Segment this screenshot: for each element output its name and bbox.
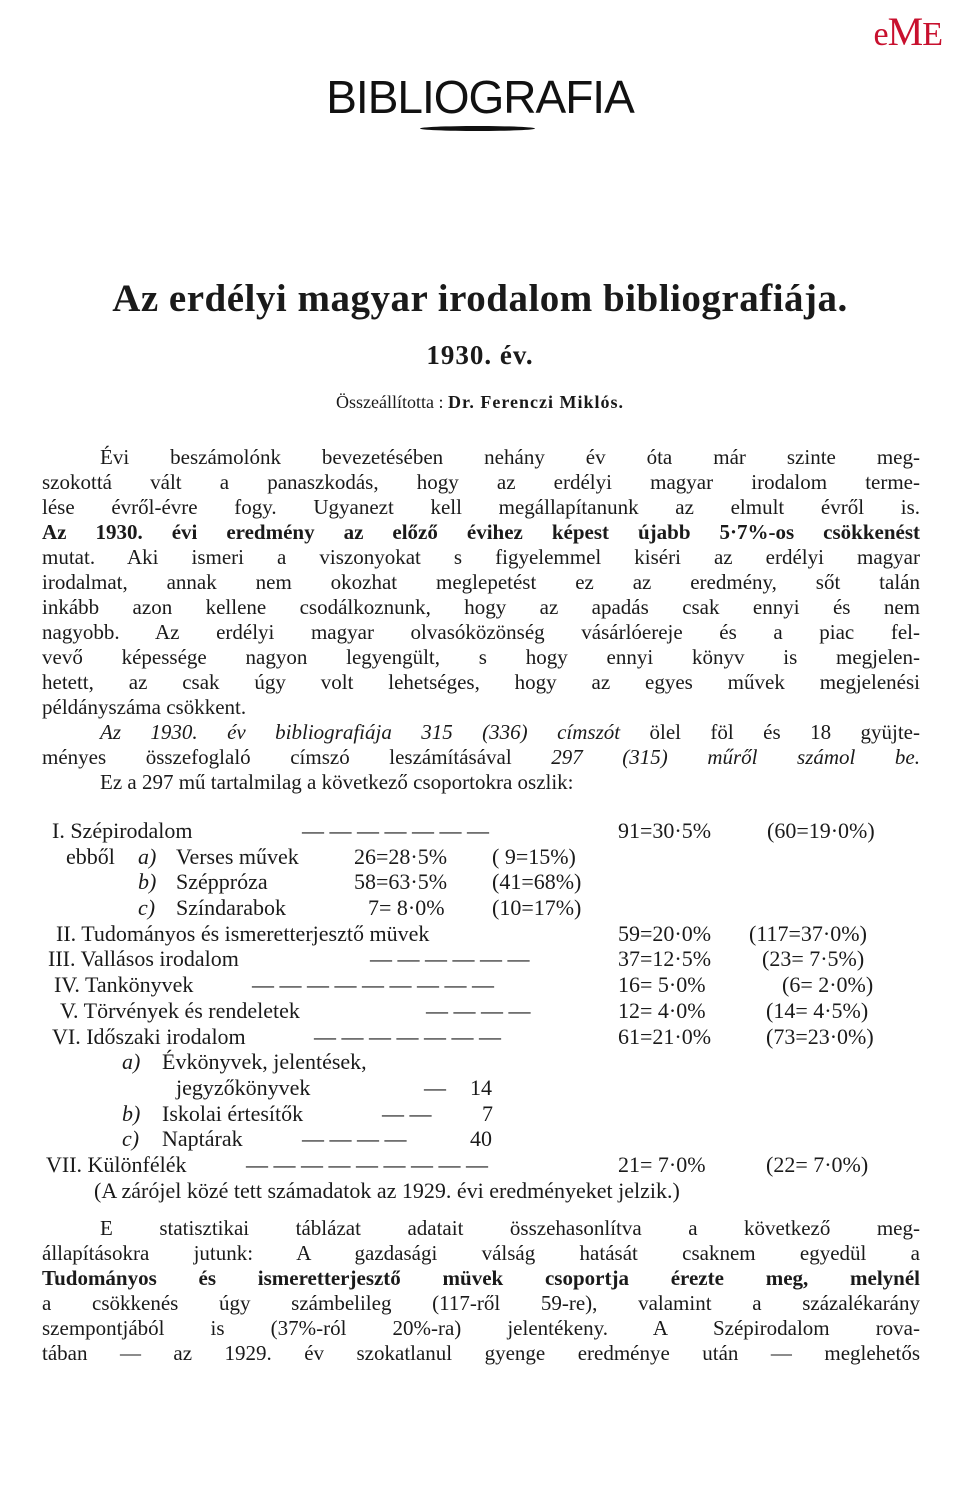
row-label: VI. Időszaki irodalom — [52, 1023, 246, 1049]
row-sub-letter: c) — [122, 1126, 140, 1152]
table-row — [52, 1101, 912, 1127]
row-previous: (117=37·0%) — [749, 920, 867, 946]
logo-suffix: E — [922, 16, 942, 53]
row-value: 59=20·0% — [618, 920, 712, 946]
text-line: Évi beszámolónk bevezetésében nehány év óta már szinte meg- — [100, 445, 920, 469]
text-line: mutat. Aki ismeri a viszonyokat s figyelemmel kiséri az erdélyi magyar — [42, 545, 920, 569]
statistics-table — [46, 818, 912, 1203]
table-row — [52, 998, 912, 1024]
table-row — [46, 1151, 912, 1178]
row-label: II. Tudományos és ismeretterjesztő müvek — [56, 920, 430, 946]
text-line: a csökkenés úgy számbelileg (117-ről 59-re), valamint a százalékarány — [42, 1291, 920, 1315]
logo — [874, 8, 942, 55]
row-name: jegyzőkönyvek — [176, 1074, 311, 1100]
title-ornament-rule — [420, 126, 535, 131]
text-line: vevő képessége nagyon legyengült, s hogy ennyi könyv is megjelen- — [42, 645, 920, 669]
year-heading: 1930. év. — [426, 340, 534, 370]
row-name: Évkönyvek, jelentések, — [162, 1049, 367, 1075]
row-sub-letter: a) — [122, 1049, 141, 1075]
text-line: szempontjából is (37%-ról 20%-ra) jelentékeny. A Szépirodalom rova- — [42, 1316, 920, 1340]
row-value: 7= 8·0% — [368, 895, 445, 921]
row-value: 21= 7·0% — [618, 1151, 706, 1177]
row-dashes: — — — [382, 1100, 432, 1126]
row-previous: (73=23·0%) — [766, 1023, 874, 1049]
logo-prefix: e — [873, 16, 888, 53]
row-name: Széppróza — [176, 869, 268, 895]
table-row — [52, 1126, 912, 1152]
row-dashes: — — — — — [302, 1126, 407, 1152]
intro-paragraph — [42, 445, 920, 795]
row-previous: (14= 4·5%) — [766, 997, 869, 1023]
text-line: állapításokra jutunk: A gazdasági válság hatását csaknem egyedül a — [42, 1241, 920, 1265]
row-previous: (60=19·0%) — [767, 818, 875, 843]
compiler-name: Dr. Ferenczi Miklós. — [448, 392, 624, 412]
table-row — [52, 818, 912, 844]
text-line: E statisztikai táblázat adatait összehasonlítva a következő meg- — [100, 1216, 920, 1240]
row-dashes: — — — — — — — [370, 946, 530, 972]
text-line: tában — az 1929. év szokatlanul gyenge eredménye után — meglehetős — [42, 1341, 920, 1365]
table-row — [52, 972, 912, 998]
text-line: nagyobb. Az erdélyi magyar olvasóközönség vásárlóereje és a piac fel- — [42, 620, 920, 644]
compiler-label: Összeállította : — [336, 392, 444, 412]
table-row — [52, 1024, 912, 1050]
row-dashes: — — — — — [426, 997, 531, 1023]
row-label: IV. Tankönyvek — [54, 972, 194, 998]
table-row — [52, 895, 912, 921]
table-row — [52, 844, 912, 870]
summary-italic: 297 (315) műről számol be. — [551, 745, 920, 769]
row-name: Naptárak — [162, 1126, 243, 1152]
summary-line: Ez a 297 mű tartalmilag a következő csoportokra oszlik: — [100, 770, 574, 794]
text-line: irodalmat, annak nem okozhat meglepetést ez az eredmény, sőt talán — [42, 570, 920, 594]
text-line: hetett, az csak úgy volt lehetséges, hogy az egyes művek megjelenési — [42, 670, 920, 694]
table-note-text: (A zárójel közé tett számadatok az 1929. évi eredményeket jelzik.) — [94, 1177, 680, 1203]
row-value: 91=30·5% — [618, 818, 712, 843]
row-sub-letter: c) — [138, 895, 156, 921]
text-line: inkább azon kellene csodálkoznunk, hogy az apadás csak ennyi és nem — [42, 595, 920, 619]
table-row — [52, 1075, 912, 1101]
row-label: V. Törvények és rendeletek — [60, 997, 300, 1023]
summary-line — [42, 720, 920, 745]
row-count: 40 — [470, 1126, 492, 1152]
text-line: szokottá vált a panaszkodás, hogy az erdélyi magyar irodalom terme- — [42, 470, 920, 494]
page-title: Az erdélyi magyar irodalom bibliografiája. — [112, 277, 848, 320]
summary-italic: Az 1930. év bibliografiája 315 (336) címszót — [100, 720, 621, 744]
table-note — [52, 1178, 912, 1204]
table-row — [52, 921, 912, 947]
summary-text: ölel föl és 18 gyüjte- — [620, 720, 920, 744]
row-value: 58=63·5% — [354, 869, 448, 895]
row-previous: (10=17%) — [492, 895, 582, 921]
text-line: lése évről-évre fogy. Ugyanezt kell megállapítanunk az elmult évről is. — [42, 495, 920, 519]
text-line: példányszáma csökkent. — [42, 695, 247, 719]
row-dashes: — — — — — — — — [302, 818, 489, 843]
row-value: 12= 4·0% — [618, 997, 706, 1023]
row-value: 26=28·5% — [354, 843, 448, 869]
row-name: Iskolai értesítők — [162, 1100, 304, 1126]
table-row — [52, 869, 912, 895]
row-dashes: — — — — — — — — [314, 1023, 501, 1049]
row-sub-letter: b) — [122, 1100, 141, 1126]
row-value: 16= 5·0% — [618, 972, 706, 998]
row-previous: ( 9=15%) — [492, 843, 576, 869]
row-sub-letter: b) — [138, 869, 157, 895]
row-label: III. Vallásos irodalom — [48, 946, 239, 972]
summary-line — [42, 745, 920, 770]
row-previous: (41=68%) — [492, 869, 582, 895]
row-sub-letter: a) — [138, 843, 157, 869]
text-line: Az 1930. évi eredmény az előző évihez képest újabb 5·7%-os csökkenést — [42, 520, 920, 544]
row-value: 61=21·0% — [618, 1023, 712, 1049]
conclusion-paragraph — [42, 1216, 920, 1366]
row-value: 37=12·5% — [618, 946, 712, 972]
section-title: BIBLIOGRAFIA — [326, 71, 634, 123]
row-dashes: — — — — — — — — — — [252, 972, 494, 998]
row-previous: (6= 2·0%) — [782, 972, 874, 998]
row-label: I. Szépirodalom — [52, 818, 193, 843]
compiler-line — [0, 392, 960, 413]
table-row — [52, 1049, 912, 1075]
row-label: ebből — [66, 843, 115, 869]
row-name: Színdarabok — [176, 895, 286, 921]
table-row — [48, 946, 912, 972]
row-dashes: — — [424, 1074, 446, 1100]
row-dashes: — — — — — — — — — — [246, 1151, 488, 1177]
summary-text: ményes összefoglaló címszó leszámításával — [42, 745, 552, 769]
row-count: 7 — [482, 1100, 493, 1126]
row-count: 14 — [470, 1074, 492, 1100]
row-label: VII. Különfélék — [46, 1151, 187, 1177]
row-previous: (23= 7·5%) — [762, 946, 865, 972]
text-line: Tudományos és ismeretterjesztő müvek csoportja érezte meg, melynél — [42, 1266, 920, 1290]
row-name: Verses művek — [176, 843, 299, 869]
logo-mid: M — [887, 9, 923, 54]
row-previous: (22= 7·0%) — [766, 1151, 869, 1177]
